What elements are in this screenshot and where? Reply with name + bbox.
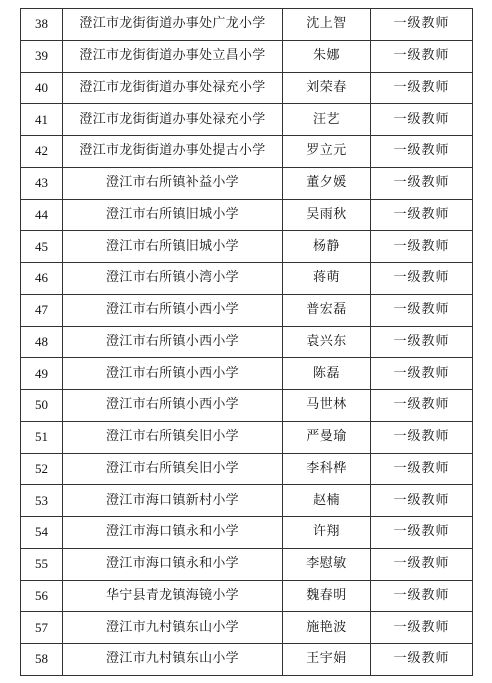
row-number: 56 — [21, 580, 63, 612]
teacher-name: 李慰敏 — [283, 548, 371, 580]
row-number: 40 — [21, 72, 63, 104]
row-number: 48 — [21, 326, 63, 358]
row-number: 45 — [21, 231, 63, 263]
table-row — [21, 294, 473, 326]
school-name: 澄江市右所镇旧城小学 — [63, 231, 283, 263]
table-row — [21, 326, 473, 358]
teacher-name: 普宏磊 — [283, 294, 371, 326]
row-number: 57 — [21, 612, 63, 644]
teacher-title: 一级教师 — [371, 548, 473, 580]
teacher-title: 一级教师 — [371, 263, 473, 295]
teacher-title: 一级教师 — [371, 40, 473, 72]
teacher-name: 沈上智 — [283, 9, 371, 41]
school-name: 华宁县青龙镇海镜小学 — [63, 580, 283, 612]
table-row — [21, 453, 473, 485]
teacher-name: 汪艺 — [283, 104, 371, 136]
school-name: 澄江市右所镇矣旧小学 — [63, 453, 283, 485]
teacher-name: 王宇娟 — [283, 644, 371, 676]
row-number: 42 — [21, 136, 63, 168]
row-number: 44 — [21, 199, 63, 231]
school-name: 澄江市右所镇小西小学 — [63, 358, 283, 390]
school-name: 澄江市龙街街道办事处立昌小学 — [63, 40, 283, 72]
teacher-name: 朱娜 — [283, 40, 371, 72]
school-name: 澄江市右所镇旧城小学 — [63, 199, 283, 231]
teacher-name: 严曼瑜 — [283, 421, 371, 453]
school-name: 澄江市龙街街道办事处广龙小学 — [63, 9, 283, 41]
teacher-title: 一级教师 — [371, 326, 473, 358]
teacher-title: 一级教师 — [371, 580, 473, 612]
teacher-name: 吴雨秋 — [283, 199, 371, 231]
table-row — [21, 580, 473, 612]
table-row — [21, 9, 473, 41]
teacher-title: 一级教师 — [371, 644, 473, 676]
teacher-title: 一级教师 — [371, 231, 473, 263]
teacher-roster-table — [20, 8, 473, 676]
school-name: 澄江市右所镇小西小学 — [63, 390, 283, 422]
school-name: 澄江市右所镇小西小学 — [63, 326, 283, 358]
school-name: 澄江市海口镇新村小学 — [63, 485, 283, 517]
teacher-title: 一级教师 — [371, 390, 473, 422]
teacher-name: 董夕媛 — [283, 167, 371, 199]
table-row — [21, 40, 473, 72]
row-number: 52 — [21, 453, 63, 485]
row-number: 49 — [21, 358, 63, 390]
table-row — [21, 644, 473, 676]
teacher-title: 一级教师 — [371, 421, 473, 453]
teacher-name: 杨静 — [283, 231, 371, 263]
school-name: 澄江市九村镇东山小学 — [63, 644, 283, 676]
table-row — [21, 263, 473, 295]
table-row — [21, 231, 473, 263]
row-number: 50 — [21, 390, 63, 422]
row-number: 39 — [21, 40, 63, 72]
teacher-title: 一级教师 — [371, 453, 473, 485]
teacher-title: 一级教师 — [371, 612, 473, 644]
row-number: 47 — [21, 294, 63, 326]
table-row — [21, 421, 473, 453]
table-row — [21, 390, 473, 422]
teacher-title: 一级教师 — [371, 104, 473, 136]
teacher-title: 一级教师 — [371, 72, 473, 104]
teacher-name: 罗立元 — [283, 136, 371, 168]
row-number: 46 — [21, 263, 63, 295]
table-row — [21, 167, 473, 199]
table-row — [21, 104, 473, 136]
teacher-name: 蒋萌 — [283, 263, 371, 295]
teacher-name: 袁兴东 — [283, 326, 371, 358]
teacher-name: 刘荣春 — [283, 72, 371, 104]
table-row — [21, 548, 473, 580]
school-name: 澄江市海口镇永和小学 — [63, 517, 283, 549]
teacher-title: 一级教师 — [371, 358, 473, 390]
teacher-name: 陈磊 — [283, 358, 371, 390]
row-number: 51 — [21, 421, 63, 453]
school-name: 澄江市右所镇补益小学 — [63, 167, 283, 199]
school-name: 澄江市右所镇矣旧小学 — [63, 421, 283, 453]
table-row — [21, 136, 473, 168]
teacher-title: 一级教师 — [371, 517, 473, 549]
teacher-title: 一级教师 — [371, 136, 473, 168]
row-number: 43 — [21, 167, 63, 199]
table-row — [21, 485, 473, 517]
teacher-title: 一级教师 — [371, 199, 473, 231]
school-name: 澄江市右所镇小湾小学 — [63, 263, 283, 295]
row-number: 41 — [21, 104, 63, 136]
school-name: 澄江市海口镇永和小学 — [63, 548, 283, 580]
table-row — [21, 612, 473, 644]
teacher-name: 李科桦 — [283, 453, 371, 485]
table-row — [21, 358, 473, 390]
table-row — [21, 517, 473, 549]
school-name: 澄江市九村镇东山小学 — [63, 612, 283, 644]
teacher-title: 一级教师 — [371, 167, 473, 199]
document-page — [20, 8, 472, 676]
teacher-name: 魏春明 — [283, 580, 371, 612]
teacher-name: 施艳波 — [283, 612, 371, 644]
school-name: 澄江市龙街街道办事处禄充小学 — [63, 104, 283, 136]
table-row — [21, 72, 473, 104]
roster-body — [21, 9, 473, 676]
school-name: 澄江市龙街街道办事处禄充小学 — [63, 72, 283, 104]
teacher-title: 一级教师 — [371, 294, 473, 326]
row-number: 54 — [21, 517, 63, 549]
table-row — [21, 199, 473, 231]
teacher-name: 许翔 — [283, 517, 371, 549]
teacher-title: 一级教师 — [371, 9, 473, 41]
row-number: 53 — [21, 485, 63, 517]
school-name: 澄江市右所镇小西小学 — [63, 294, 283, 326]
teacher-name: 赵楠 — [283, 485, 371, 517]
row-number: 38 — [21, 9, 63, 41]
teacher-name: 马世林 — [283, 390, 371, 422]
teacher-title: 一级教师 — [371, 485, 473, 517]
school-name: 澄江市龙街街道办事处提古小学 — [63, 136, 283, 168]
row-number: 58 — [21, 644, 63, 676]
row-number: 55 — [21, 548, 63, 580]
